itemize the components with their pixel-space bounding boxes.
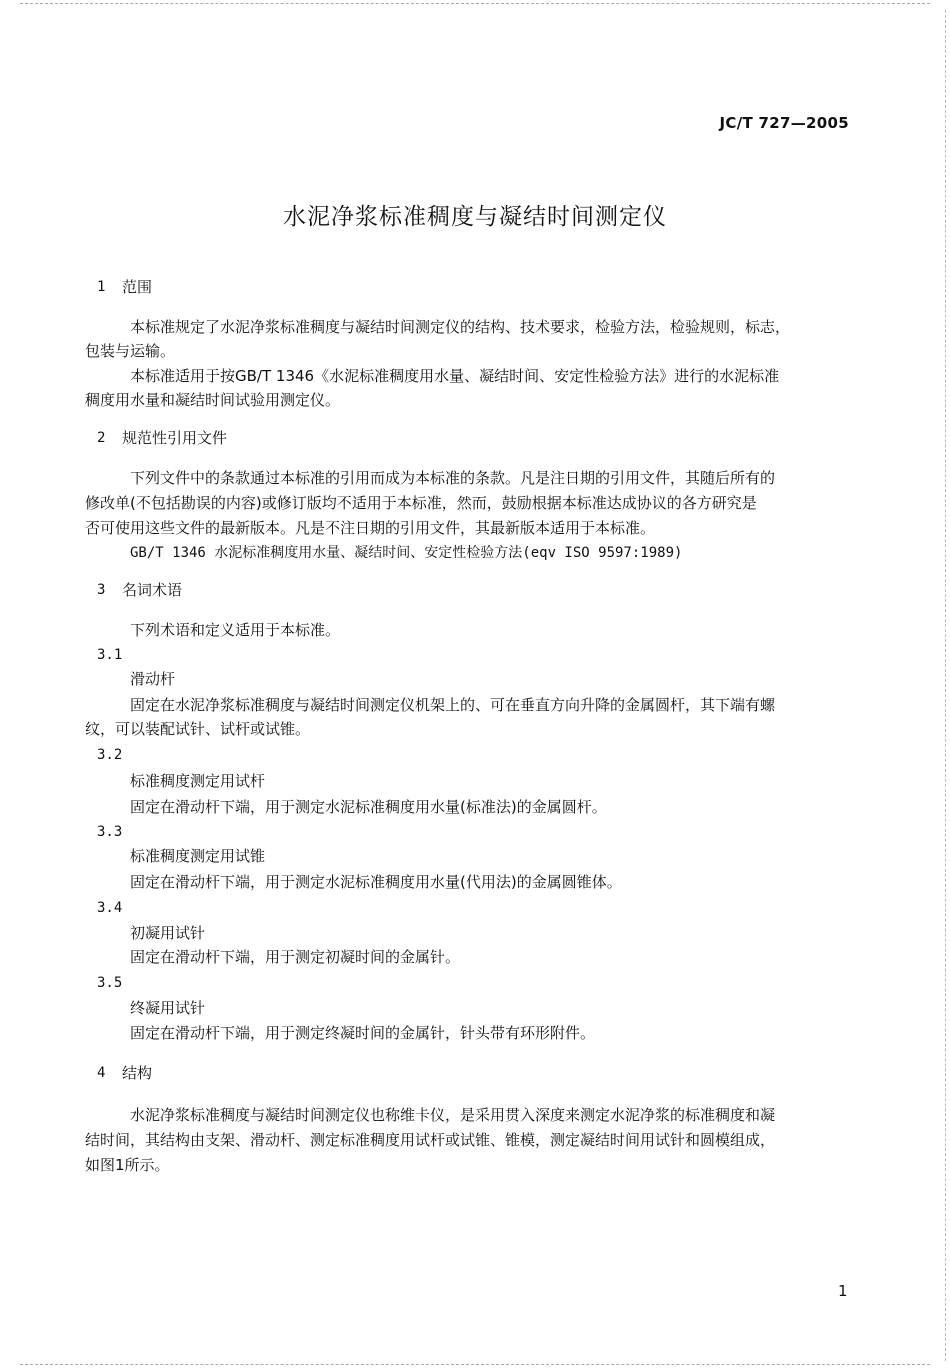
- page-number: 1: [838, 1282, 848, 1300]
- term-3-5-definition: 固定在滑动杆下端，用于测定终凝时间的金属针，针头带有环形附件。: [130, 1024, 596, 1042]
- term-3-3-number: 3.3: [97, 824, 123, 840]
- section-1-paragraph-2-line-2: 稠度用水量和凝结时间试验用测定仪。: [85, 391, 341, 409]
- term-3-2-number: 3.2: [97, 747, 123, 763]
- section-1-paragraph-1-line-2: 包装与运输。: [85, 342, 176, 360]
- term-3-5-number: 3.5: [97, 975, 123, 991]
- section-2-paragraph-line-3: 否可使用这些文件的最新版本。凡是不注日期的引用文件，其最新版本适用于本标准。: [85, 519, 656, 537]
- term-3-2-definition: 固定在滑动杆下端，用于测定水泥标准稠度用水量(标准法)的金属圆杆。: [130, 798, 607, 816]
- term-3-4-name: 初凝用试针: [130, 924, 206, 942]
- section-4-number: 4: [97, 1065, 106, 1081]
- normative-reference-entry: GB/T 1346 水泥标准稠度用水量、凝结时间、安定性检验方法(eqv ISO 9597:1989): [130, 545, 683, 561]
- term-3-2-name: 标准稠度测定用试杆: [130, 772, 266, 790]
- term-3-5-name: 终凝用试针: [130, 999, 206, 1017]
- term-3-1-number: 3.1: [97, 647, 123, 663]
- section-4-paragraph-line-3: 如图1所示。: [85, 1156, 170, 1174]
- scan-border-top: [20, 3, 930, 4]
- section-2-paragraph-line-1: 下列文件中的条款通过本标准的引用而成为本标准的条款。凡是注日期的引用文件，其随后所有的: [130, 469, 776, 487]
- section-1-heading: 范围: [122, 278, 153, 296]
- section-2-paragraph-line-2: 修改单(不包括勘误的内容)或修订版均不适用于本标准，然而，鼓励根据本标准达成协议的各方研究是: [85, 494, 757, 512]
- term-3-1-definition-line-1: 固定在水泥净浆标准稠度与凝结时间测定仪机架上的、可在垂直方向升降的金属圆杆，其下端有螺: [130, 696, 776, 714]
- scan-border-bottom: [20, 1364, 930, 1365]
- section-1-number: 1: [97, 279, 106, 295]
- term-3-4-definition: 固定在滑动杆下端，用于测定初凝时间的金属针。: [130, 948, 461, 966]
- document-title: 水泥净浆标准稠度与凝结时间测定仪: [283, 204, 667, 230]
- section-4-heading: 结构: [122, 1064, 153, 1082]
- section-2-heading: 规范性引用文件: [122, 429, 228, 447]
- section-3-number: 3: [97, 582, 106, 598]
- section-3-intro: 下列术语和定义适用于本标准。: [130, 621, 341, 639]
- section-4-paragraph-line-1: 水泥净浆标准稠度与凝结时间测定仪也称维卡仪，是采用贯入深度来测定水泥净浆的标准稠度和凝: [130, 1106, 776, 1124]
- section-1-paragraph-2-line-1: 本标准适用于按GB/T 1346《水泥标准稠度用水量、凝结时间、安定性检验方法》进行的水泥标准: [130, 367, 780, 385]
- term-3-3-definition: 固定在滑动杆下端，用于测定水泥标准稠度用水量(代用法)的金属圆锥体。: [130, 873, 622, 891]
- term-3-1-definition-line-2: 纹，可以装配试针、试杆或试锥。: [85, 720, 311, 738]
- term-3-3-name: 标准稠度测定用试锥: [130, 847, 266, 865]
- section-1-paragraph-1-line-1: 本标准规定了水泥净浆标准稠度与凝结时间测定仪的结构、技术要求，检验方法，检验规则，标志，: [130, 318, 791, 336]
- document-code: JC/T 727—2005: [719, 114, 849, 132]
- term-3-1-name: 滑动杆: [130, 670, 176, 688]
- section-4-paragraph-line-2: 结时间，其结构由支架、滑动杆、测定标准稠度用试杆或试锥、锥模，测定凝结时间用试针和圆模组成，: [85, 1131, 776, 1149]
- section-2-number: 2: [97, 430, 106, 446]
- section-3-heading: 名词术语: [122, 581, 183, 599]
- term-3-4-number: 3.4: [97, 900, 123, 916]
